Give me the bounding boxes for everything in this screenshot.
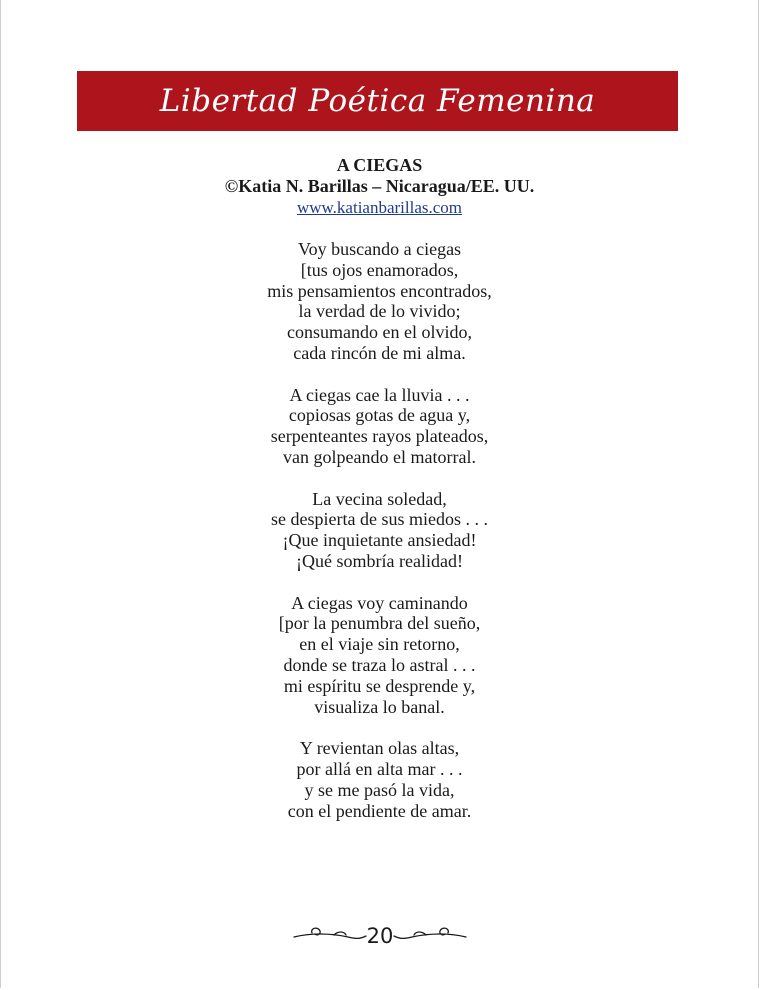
- poem-line: mis pensamientos encontrados,: [267, 280, 492, 301]
- poem-line: consumando en el olvido,: [287, 322, 472, 343]
- poem-line: [por la penumbra del sueño,: [278, 613, 481, 634]
- poem-line: cada rincón de mi alma.: [293, 342, 466, 363]
- page-number: 20: [366, 924, 394, 948]
- poem-line: ¡Que inquietante ansiedad!: [282, 530, 477, 551]
- author-website-link[interactable]: www.katianbarillas.com: [296, 198, 463, 217]
- poem-line: donde se traza lo astral . . .: [283, 654, 476, 675]
- page-footer: [290, 920, 470, 954]
- poem-line: se despierta de sus miedos . . .: [271, 509, 488, 530]
- poem-line: ¡Qué sombría realidad!: [296, 550, 463, 571]
- poem-line: la verdad de lo vivido;: [298, 301, 461, 322]
- poem-body: [0, 239, 759, 842]
- poem-line: Voy buscando a ciegas: [297, 239, 462, 259]
- magazine-title: Libertad Poética Femenina: [159, 83, 596, 119]
- stanza: [0, 385, 759, 468]
- poem-line: visualiza lo banal.: [314, 696, 445, 717]
- poem-line: copiosas gotas de agua y,: [288, 405, 471, 426]
- stanza: [0, 489, 759, 572]
- poem-line: en el viaje sin retorno,: [299, 634, 460, 655]
- poem-line: por allá en alta mar . . .: [296, 758, 463, 779]
- stanza: [0, 593, 759, 718]
- poem-author: ©Katia N. Barillas – Nicaragua/EE. UU.: [224, 176, 535, 196]
- stanza: [0, 239, 759, 364]
- poem-line: serpenteantes rayos plateados,: [270, 426, 489, 447]
- poem-title: A CIEGAS: [336, 155, 423, 175]
- poem-line: A ciegas cae la lluvia . . .: [289, 384, 470, 405]
- poem-line: mi espíritu se desprende y,: [283, 675, 476, 696]
- poem-line: y se me pasó la vida,: [304, 779, 455, 800]
- header-banner: [77, 71, 678, 131]
- poem-heading: [0, 155, 759, 218]
- poem-line: La vecina soledad,: [312, 488, 447, 509]
- poem-line: con el pendiente de amar.: [287, 800, 472, 821]
- poem-line: A ciegas voy caminando: [291, 592, 468, 613]
- poem-line: Y revientan olas altas,: [299, 738, 460, 759]
- stanza: [0, 738, 759, 821]
- poem-line: [tus ojos enamorados,: [300, 259, 459, 280]
- poem-line: van golpeando el matorral.: [283, 446, 476, 467]
